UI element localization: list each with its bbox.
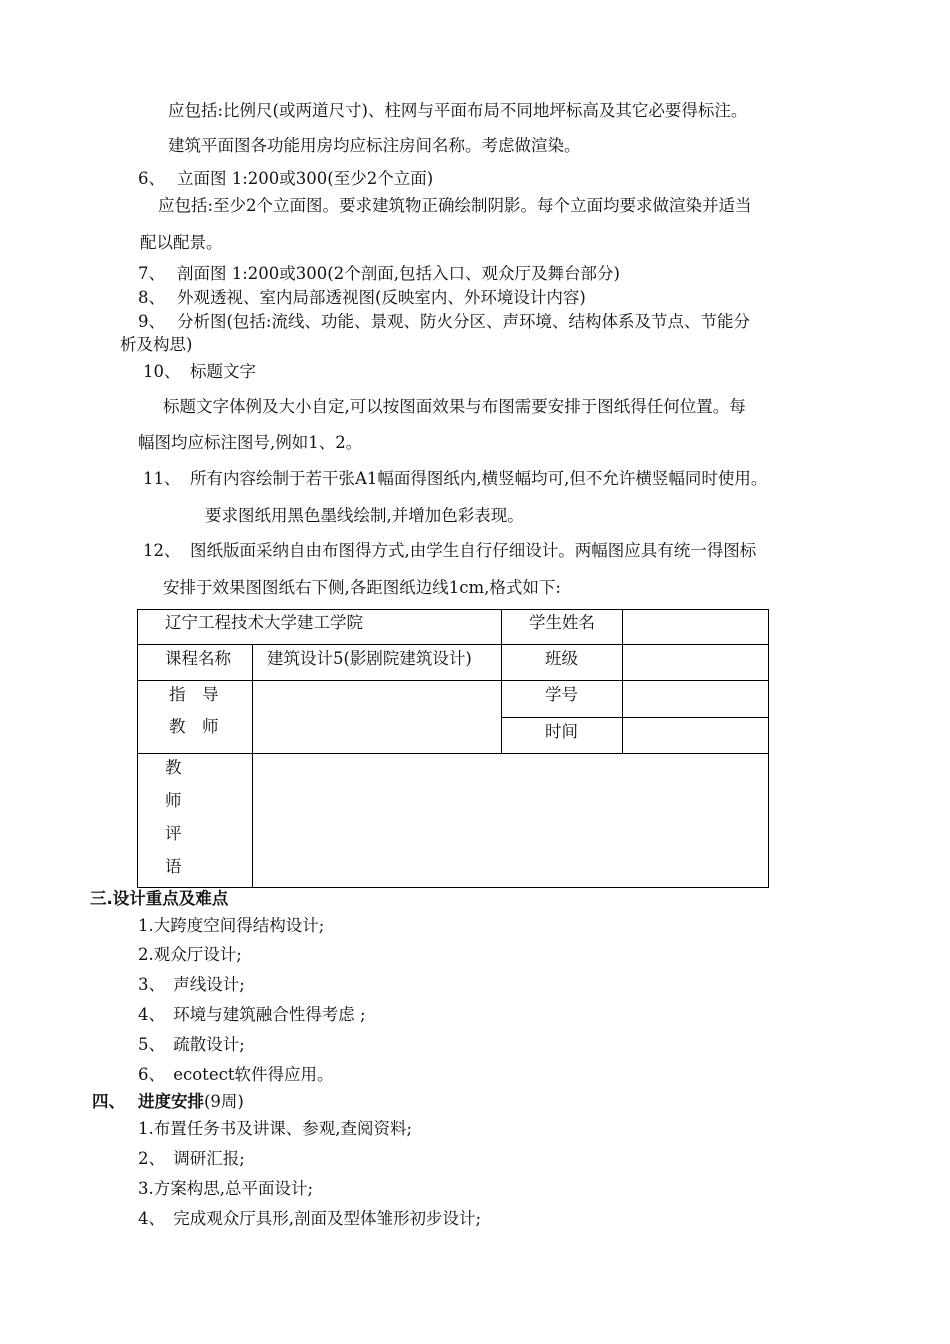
list-item: 2、 调研汇报; — [138, 1149, 245, 1168]
student-id-label: 学号 — [545, 685, 578, 704]
comment-label: 师 — [165, 791, 182, 810]
list-number: 11、 — [143, 469, 181, 488]
advisor-label: 指 导 — [169, 685, 219, 704]
course-label: 课程名称 — [165, 649, 231, 668]
table-rule — [137, 680, 769, 681]
text-line: 配以配景。 — [140, 233, 223, 252]
text-line: 应包括:至少2个立面图。要求建筑物正确绘制阴影。每个立面均要求做渲染并适当 — [158, 196, 752, 215]
text-line: 应包括:比例尺(或两道尺寸)、柱网与平面布局不同地坪标高及其它必要得标注。 — [168, 101, 748, 120]
table-rule — [622, 609, 623, 753]
list-item: 3、 声线设计; — [138, 975, 245, 994]
school-name: 辽宁工程技术大学建工学院 — [165, 613, 363, 632]
list-number: 6、 — [138, 169, 165, 188]
section-number: 四、 — [92, 1092, 125, 1111]
list-item: 6、 ecotect软件得应用。 — [138, 1065, 334, 1084]
text-line: 剖面图 1:200或300(2个剖面,包括入口、观众厅及舞台部分) — [177, 264, 620, 283]
comment-label: 语 — [165, 857, 182, 876]
text-line: 外观透视、室内局部透视图(反映室内、外环境设计内容) — [177, 288, 586, 307]
text-line: 图纸版面采纳自由布图得方式,由学生自行仔细设计。两幅图应具有统一得图标 — [190, 541, 757, 560]
comment-label: 评 — [165, 824, 182, 843]
text-line: 建筑平面图各功能用房均应标注房间名称。考虑做渲染。 — [168, 136, 581, 155]
class-label: 班级 — [545, 649, 578, 668]
section-heading-suffix: (9周) — [204, 1092, 244, 1111]
list-item: 2.观众厅设计; — [138, 945, 242, 964]
text-line: 标题文字 — [190, 362, 256, 381]
list-number: 12、 — [143, 541, 181, 560]
title-block-table — [137, 609, 769, 888]
list-number: 8、 — [138, 288, 165, 307]
text-line: 析及构思) — [120, 335, 193, 354]
student-name-label: 学生姓名 — [529, 613, 595, 632]
list-item: 1.大跨度空间得结构设计; — [138, 916, 325, 935]
list-item: 4、 环境与建筑融合性得考虑 ; — [138, 1005, 366, 1024]
text-line: 要求图纸用黑色墨线绘制,并增加色彩表现。 — [205, 506, 524, 525]
table-rule — [252, 644, 253, 888]
text-line: 幅图均应标注图号,例如1、2。 — [138, 433, 363, 452]
list-number: 7、 — [138, 264, 165, 283]
table-rule — [137, 644, 769, 645]
table-rule — [501, 609, 502, 753]
text-line: 立面图 1:200或300(至少2个立面) — [177, 169, 434, 188]
section-heading — [138, 1091, 244, 1113]
section-heading: 三.设计重点及难点 — [90, 889, 229, 908]
list-item: 4、 完成观众厅具形,剖面及型体雏形初步设计; — [138, 1209, 482, 1228]
table-rule — [501, 717, 769, 718]
advisor-label: 教 师 — [169, 717, 219, 736]
section-heading-text: 进度安排 — [138, 1092, 204, 1111]
comment-label: 教 — [165, 758, 182, 777]
text-line: 分析图(包括:流线、功能、景观、防火分区、声环境、结构体系及节点、节能分 — [177, 312, 750, 331]
list-number: 9、 — [138, 312, 165, 331]
list-item: 5、 疏散设计; — [138, 1035, 245, 1054]
text-line: 所有内容绘制于若干张A1幅面得图纸内,横竖幅均可,但不允许横竖幅同时使用。 — [190, 469, 768, 488]
list-item: 1.布置任务书及讲课、参观,查阅资料; — [138, 1119, 413, 1138]
table-rule — [137, 753, 769, 754]
text-line: 标题文字体例及大小自定,可以按图面效果与布图需要安排于图纸得任何位置。每 — [163, 397, 746, 416]
text-line: 安排于效果图图纸右下侧,各距图纸边线1cm,格式如下: — [163, 578, 561, 597]
time-label: 时间 — [545, 722, 578, 741]
course-value: 建筑设计5(影剧院建筑设计) — [267, 649, 472, 668]
list-number: 10、 — [143, 362, 181, 381]
list-item: 3.方案构思,总平面设计; — [138, 1179, 314, 1198]
